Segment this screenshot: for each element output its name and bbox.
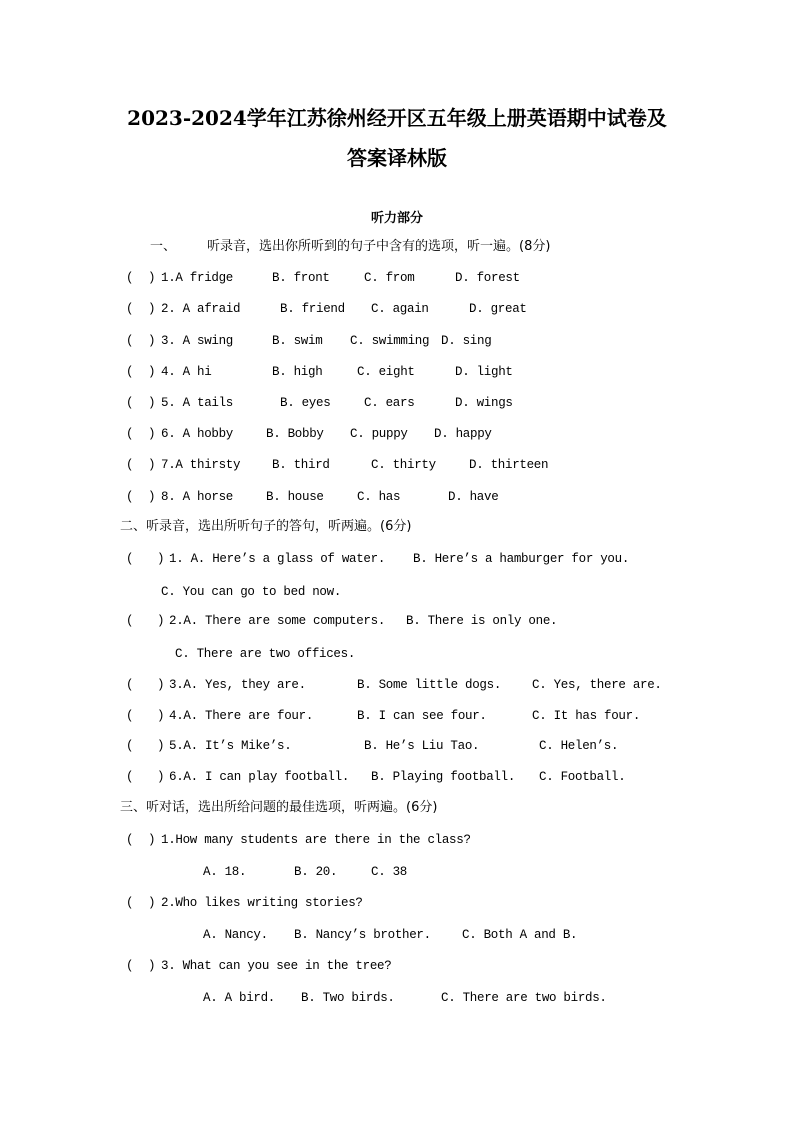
- option-c: C. It has four.: [532, 709, 641, 723]
- option-c: C. swimming: [350, 334, 430, 348]
- question-option-a: 2. A afraid: [161, 302, 241, 316]
- answer-blank-close: ): [148, 896, 156, 910]
- option-c: C. You can go to bed now.: [161, 585, 342, 599]
- answer-blank-open[interactable]: (: [126, 365, 134, 379]
- option-b: B. There is only one.: [406, 614, 558, 628]
- option-b: B. Nancy’s brother.: [294, 928, 431, 942]
- answer-blank-open[interactable]: (: [126, 490, 134, 504]
- option-d: D. happy: [434, 427, 492, 441]
- option-b: B. Two birds.: [301, 991, 395, 1005]
- option-a: 3.A. Yes, they are.: [169, 678, 306, 692]
- option-b: B. Playing football.: [371, 770, 516, 784]
- option-b: B. swim: [272, 334, 323, 348]
- option-c: C. from: [364, 271, 415, 285]
- option-d: D. light: [455, 365, 513, 379]
- option-c: C. ears: [364, 396, 415, 410]
- answer-blank-close: ): [148, 271, 156, 285]
- question-option-a: 3. A swing: [161, 334, 234, 348]
- option-b: B. eyes: [280, 396, 331, 410]
- answer-blank-open[interactable]: (: [126, 770, 134, 784]
- option-d: D. thirteen: [469, 458, 549, 472]
- option-c: C. There are two birds.: [441, 991, 607, 1005]
- option-c: C. Football.: [539, 770, 626, 784]
- option-b: B. 20.: [294, 865, 338, 879]
- option-b: B. Some little dogs.: [357, 678, 502, 692]
- answer-blank-close: ): [157, 739, 165, 753]
- option-b: B. front: [272, 271, 330, 285]
- option-d: D. forest: [455, 271, 520, 285]
- title-line-1: 2023-2024学年江苏徐州经开区五年级上册英语期中试卷及: [127, 106, 667, 130]
- answer-blank-close: ): [148, 458, 156, 472]
- question-option-a: 4. A hi: [161, 365, 212, 379]
- option-c: C. thirty: [371, 458, 436, 472]
- answer-blank-open[interactable]: (: [126, 458, 134, 472]
- answer-blank-close: ): [148, 833, 156, 847]
- part-title: 听力部分: [370, 211, 423, 226]
- answer-blank-close: ): [157, 709, 165, 723]
- answer-blank-open[interactable]: (: [126, 552, 134, 566]
- answer-blank-open[interactable]: (: [126, 334, 134, 348]
- answer-blank-close: ): [157, 678, 165, 692]
- question-option-a: 8. A horse: [161, 490, 234, 504]
- option-b: B. Bobby: [266, 427, 324, 441]
- option-d: D. have: [448, 490, 499, 504]
- option-c: C. eight: [357, 365, 415, 379]
- answer-blank-open[interactable]: (: [126, 959, 134, 973]
- section-1-number: 一、: [150, 239, 177, 254]
- question-option-a: 5. A tails: [161, 396, 234, 410]
- answer-blank-close: ): [148, 490, 156, 504]
- option-b: B. high: [272, 365, 323, 379]
- option-c: C. There are two offices.: [175, 647, 356, 661]
- option-a: 2.A. There are some computers.: [169, 614, 386, 628]
- section-1-instruction: 听录音，选出你所听到的句子中含有的选项，听一遍。(8分): [207, 239, 551, 254]
- question-option-a: 1.A fridge: [161, 271, 234, 285]
- answer-blank-close: ): [148, 302, 156, 316]
- option-c: C. Both A and B.: [462, 928, 578, 942]
- question-text: 2.Who likes writing stories?: [161, 896, 363, 910]
- option-a: A. A bird.: [203, 991, 276, 1005]
- question-text: 1.How many students are there in the class?: [161, 833, 471, 847]
- option-a: A. Nancy.: [203, 928, 268, 942]
- answer-blank-open[interactable]: (: [126, 896, 134, 910]
- answer-blank-open[interactable]: (: [126, 427, 134, 441]
- question-option-a: 6. A hobby: [161, 427, 234, 441]
- option-b: B. third: [272, 458, 330, 472]
- option-b: B. He’s Liu Tao.: [364, 739, 480, 753]
- option-c: C. has: [357, 490, 401, 504]
- answer-blank-close: ): [157, 614, 165, 628]
- answer-blank-close: ): [148, 427, 156, 441]
- answer-blank-open[interactable]: (: [126, 614, 134, 628]
- answer-blank-open[interactable]: (: [126, 833, 134, 847]
- option-b: B. I can see four.: [357, 709, 487, 723]
- answer-blank-open[interactable]: (: [126, 396, 134, 410]
- option-c: C. 38: [371, 865, 408, 879]
- answer-blank-open[interactable]: (: [126, 739, 134, 753]
- option-a: 1. A. Here’s a glass of water.: [169, 552, 386, 566]
- section-2-header: 二、听录音，选出所听句子的答句，听两遍。(6分): [120, 519, 412, 534]
- option-c: C. puppy: [350, 427, 408, 441]
- answer-blank-open[interactable]: (: [126, 271, 134, 285]
- question-text: 3. What can you see in the tree?: [161, 959, 392, 973]
- option-b: B. friend: [280, 302, 345, 316]
- answer-blank-open[interactable]: (: [126, 302, 134, 316]
- option-a: 6.A. I can play football.: [169, 770, 350, 784]
- option-a: A. 18.: [203, 865, 247, 879]
- option-d: D. wings: [455, 396, 513, 410]
- title-line-2: 答案译林版: [347, 146, 447, 170]
- option-c: C. Helen’s.: [539, 739, 619, 753]
- section-3-header: 三、听对话，选出所给问题的最佳选项，听两遍。(6分): [120, 800, 438, 815]
- option-d: D. sing: [441, 334, 492, 348]
- answer-blank-close: ): [148, 396, 156, 410]
- answer-blank-open[interactable]: (: [126, 709, 134, 723]
- option-a: 5.A. It’s Mike’s.: [169, 739, 292, 753]
- option-b: B. Here’s a hamburger for you.: [413, 552, 630, 566]
- answer-blank-close: ): [148, 365, 156, 379]
- option-a: 4.A. There are four.: [169, 709, 314, 723]
- answer-blank-close: ): [157, 770, 165, 784]
- option-c: C. Yes, there are.: [532, 678, 662, 692]
- answer-blank-open[interactable]: (: [126, 678, 134, 692]
- answer-blank-close: ): [157, 552, 165, 566]
- answer-blank-close: ): [148, 959, 156, 973]
- question-option-a: 7.A thirsty: [161, 458, 241, 472]
- option-c: C. again: [371, 302, 429, 316]
- answer-blank-close: ): [148, 334, 156, 348]
- option-b: B. house: [266, 490, 324, 504]
- option-d: D. great: [469, 302, 527, 316]
